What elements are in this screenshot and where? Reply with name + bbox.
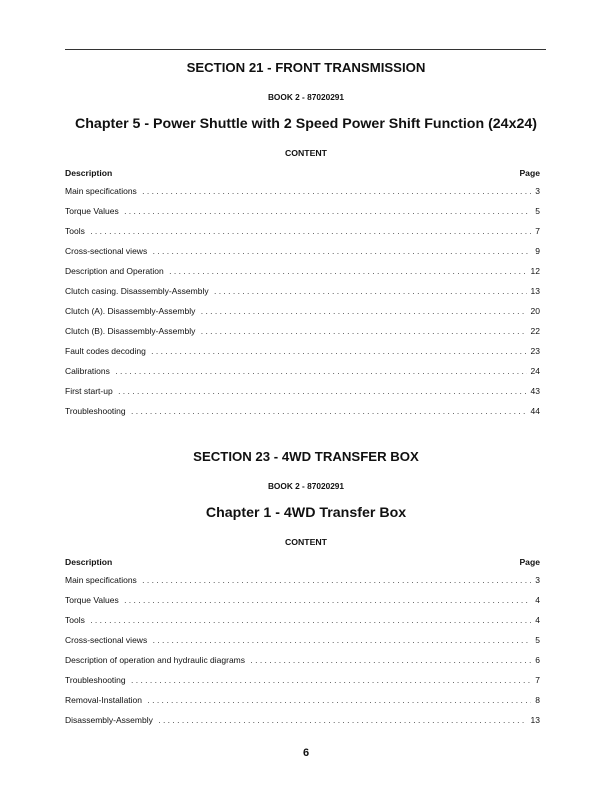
toc-entry[interactable]	[65, 226, 540, 246]
section-23-chapter-title: Chapter 1 - 4WD Transfer Box	[205, 505, 407, 521]
toc-entry[interactable]	[65, 366, 540, 386]
toc-entry-page: 23	[527, 346, 540, 356]
toc-leader	[65, 266, 540, 276]
toc-entry-title: Fault codes decoding	[65, 346, 149, 356]
toc-leader	[65, 246, 540, 256]
toc-entry[interactable]	[65, 406, 540, 426]
toc-entry-title: First start-up	[65, 386, 116, 396]
toc-entry[interactable]	[65, 655, 540, 675]
toc-entry-page: 7	[531, 226, 540, 236]
toc-entry-title: Tools	[65, 226, 88, 236]
section-23-book: BOOK 2 - 87020291	[267, 481, 345, 491]
toc-entry-page: 4	[531, 595, 540, 605]
page-number: 6	[302, 747, 310, 759]
toc-entry-title: Removal-Installation	[65, 695, 145, 705]
page-column-header: Page	[519, 557, 540, 567]
toc-entry-page: 13	[527, 715, 540, 725]
toc-entry-title: Clutch (A). Disassembly-Assembly	[65, 306, 198, 316]
toc-entry-page: 22	[527, 326, 540, 336]
toc-entry-page: 6	[531, 655, 540, 665]
toc-entry-page: 5	[531, 206, 540, 216]
toc-entry[interactable]	[65, 186, 540, 206]
toc-entry-page: 24	[527, 366, 540, 376]
toc-entry[interactable]	[65, 306, 540, 326]
toc-leader	[65, 186, 540, 196]
toc-entry[interactable]	[65, 266, 540, 286]
toc-entry-page: 44	[527, 406, 540, 416]
toc-leader	[65, 306, 540, 316]
toc-entry-page: 43	[527, 386, 540, 396]
toc-entry-title: Clutch (B). Disassembly-Assembly	[65, 326, 198, 336]
toc-entry-page: 12	[527, 266, 540, 276]
toc-leader	[65, 675, 540, 685]
section-21-column-headers	[65, 168, 540, 178]
toc-entry-page: 20	[527, 306, 540, 316]
toc-leader	[65, 206, 540, 216]
toc-entry[interactable]	[65, 715, 540, 735]
toc-entry-title: Main specifications	[65, 575, 140, 585]
toc-entry-title: Torque Values	[65, 206, 122, 216]
toc-leader	[65, 715, 540, 725]
toc-entry-page: 9	[531, 246, 540, 256]
toc-entry[interactable]	[65, 595, 540, 615]
toc-entry[interactable]	[65, 346, 540, 366]
toc-entry-page: 13	[527, 286, 540, 296]
toc-entry-title: Troubleshooting	[65, 675, 129, 685]
toc-leader	[65, 346, 540, 356]
description-column-header: Description	[65, 557, 113, 567]
toc-entry[interactable]	[65, 675, 540, 695]
toc-leader	[65, 595, 540, 605]
section-21-book: BOOK 2 - 87020291	[267, 92, 345, 102]
toc-entry-title: Main specifications	[65, 186, 140, 196]
section-21-heading: SECTION 21 - FRONT TRANSMISSION	[186, 60, 426, 75]
toc-entry-title: Description of operation and hydraulic diagrams	[65, 655, 248, 665]
section-23-content-label: CONTENT	[285, 537, 327, 547]
toc-entry-title: Disassembly-Assembly	[65, 715, 156, 725]
toc-entry-page: 3	[531, 575, 540, 585]
toc-entry-title: Troubleshooting	[65, 406, 129, 416]
section-21-content-label: CONTENT	[285, 148, 327, 158]
toc-leader	[65, 655, 540, 665]
toc-entry-page: 3	[531, 186, 540, 196]
toc-entry[interactable]	[65, 386, 540, 406]
toc-entry-page: 5	[531, 635, 540, 645]
toc-entry-page: 7	[531, 675, 540, 685]
toc-entry[interactable]	[65, 286, 540, 306]
toc-leader	[65, 326, 540, 336]
toc-entry-title: Torque Values	[65, 595, 122, 605]
section-23-toc-list	[65, 575, 540, 735]
toc-leader	[65, 366, 540, 376]
toc-entry-page: 8	[531, 695, 540, 705]
toc-leader	[65, 635, 540, 645]
toc-entry-title: Cross-sectional views	[65, 635, 150, 645]
toc-entry-title: Tools	[65, 615, 88, 625]
toc-leader	[65, 226, 540, 236]
toc-entry-title: Clutch casing. Disassembly-Assembly	[65, 286, 212, 296]
section-21-toc-list	[65, 186, 540, 426]
toc-leader	[65, 406, 540, 416]
toc-entry-title: Calibrations	[65, 366, 113, 376]
toc-leader	[65, 695, 540, 705]
section-21-chapter-title: Chapter 5 - Power Shuttle with 2 Speed Power Shift Function (24x24)	[75, 116, 537, 132]
section-23-column-headers	[65, 557, 540, 567]
toc-entry-page: 4	[531, 615, 540, 625]
toc-entry[interactable]	[65, 615, 540, 635]
toc-leader	[65, 386, 540, 396]
toc-entry[interactable]	[65, 206, 540, 226]
toc-leader	[65, 615, 540, 625]
toc-entry-title: Cross-sectional views	[65, 246, 150, 256]
toc-entry[interactable]	[65, 326, 540, 346]
toc-leader	[65, 575, 540, 585]
toc-entry-title: Description and Operation	[65, 266, 167, 276]
toc-entry[interactable]	[65, 695, 540, 715]
description-column-header: Description	[65, 168, 113, 178]
top-rule	[65, 49, 546, 50]
toc-leader	[65, 286, 540, 296]
toc-entry[interactable]	[65, 635, 540, 655]
section-23-heading: SECTION 23 - 4WD TRANSFER BOX	[193, 449, 419, 464]
toc-entry[interactable]	[65, 246, 540, 266]
page-column-header: Page	[519, 168, 540, 178]
toc-entry[interactable]	[65, 575, 540, 595]
